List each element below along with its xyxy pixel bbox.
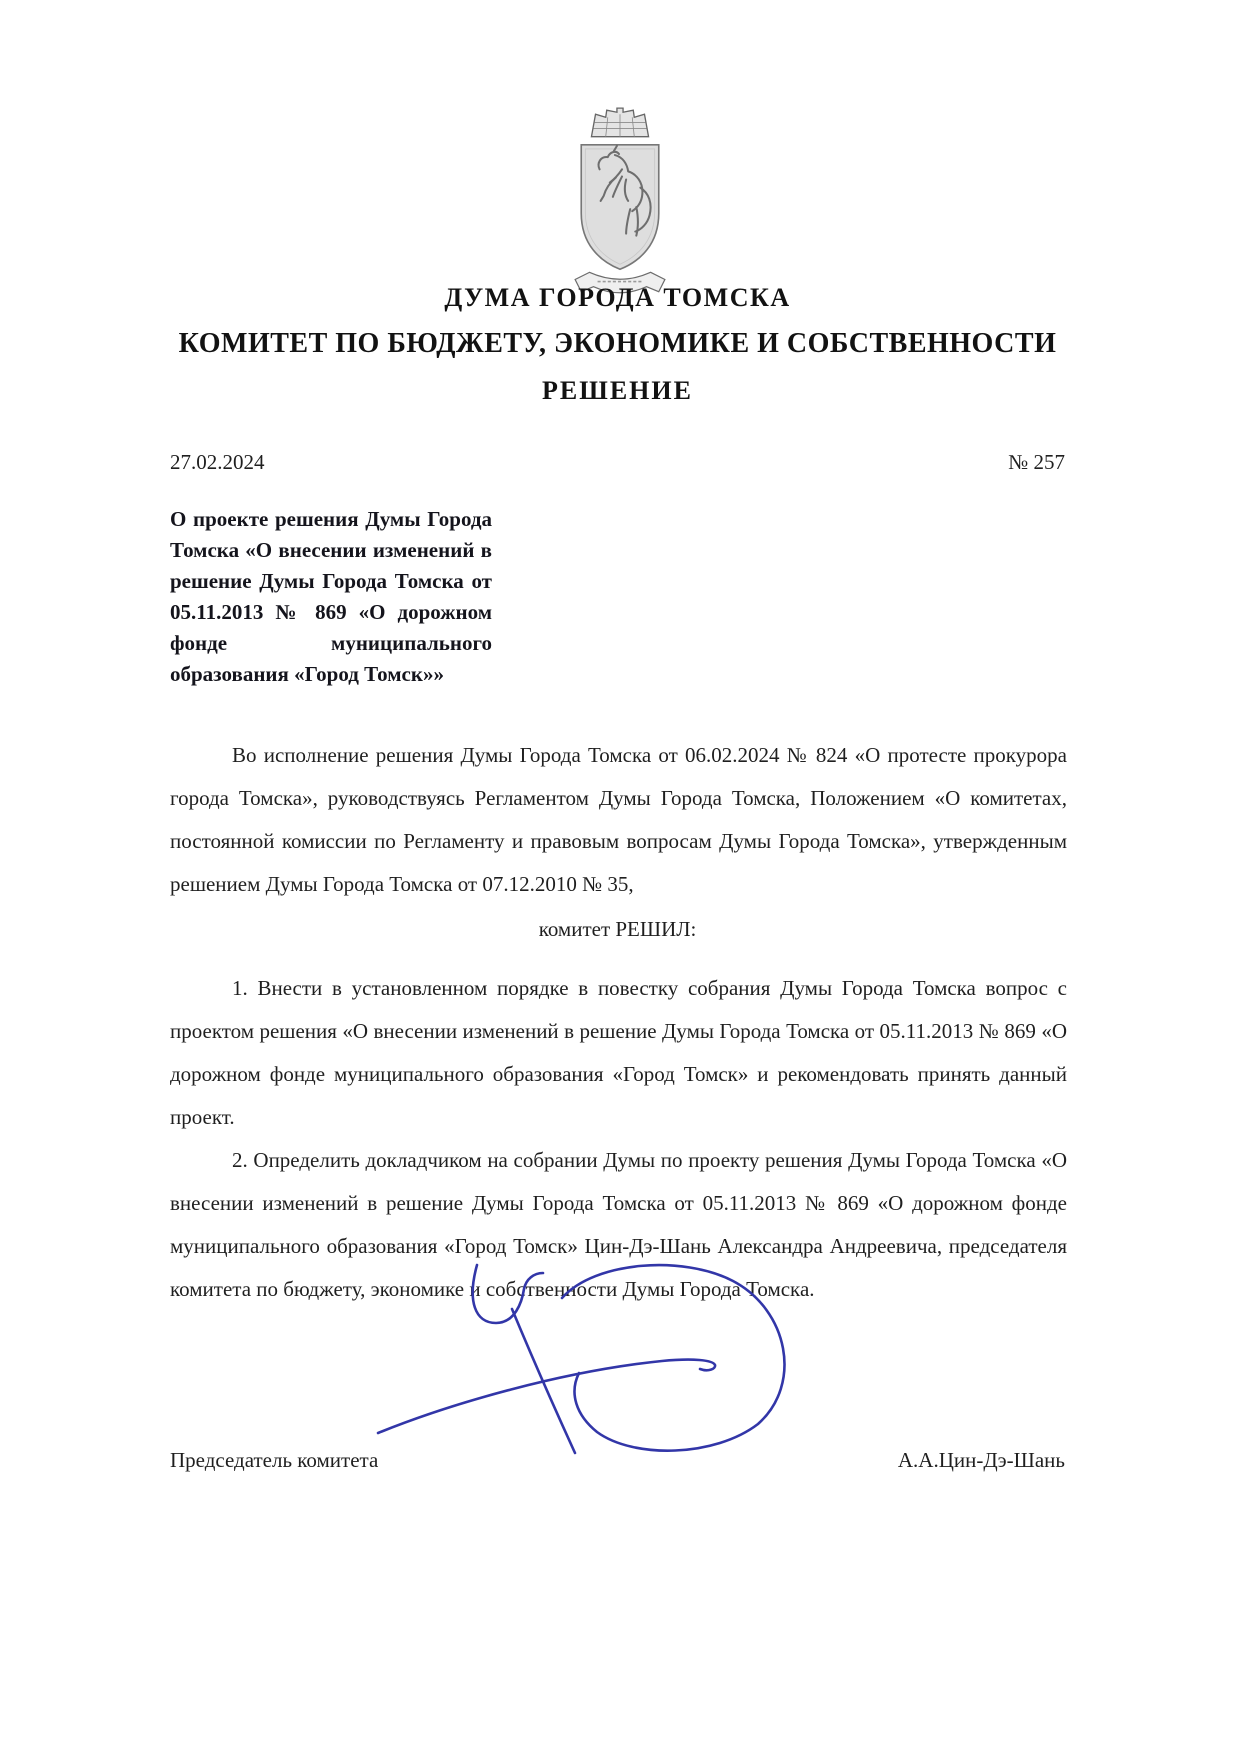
organization-title: ДУМА ГОРОДА ТОМСКА: [444, 283, 791, 312]
committee-title: КОМИТЕТ ПО БЮДЖЕТУ, ЭКОНОМИКЕ И СОБСТВЕННОСТИ: [178, 328, 1057, 359]
signatory-position: Председатель комитета: [170, 1448, 379, 1472]
document-type-title: РЕШЕНИЕ: [542, 376, 693, 405]
subject-block: О проекте решения Думы Города Томска «О внесении изменений в решение Думы Города Томска от 05.11.2013 № 869 «О дорожном фонде муниципального образования «Город Томск»»: [170, 507, 492, 686]
signature-row: [170, 1448, 1065, 1473]
resolution-item-2: 2. Определить докладчиком на собрании Думы по проекту решения Думы Города Томска «О внесении изменений в решение Думы Города Томска от 05.11.2013 № 869 «О дорожном фонде муниципального образования «Город Томск» Цин-Дэ-Шань Александра Андреевича, председателя комитета по бюджету, экономике и собственности Думы Города Томска.: [170, 1148, 1067, 1301]
shield-icon: [581, 145, 659, 269]
document-date: 27.02.2024: [170, 450, 265, 474]
document-number: № 257: [1008, 450, 1065, 474]
preamble-paragraph: [170, 734, 1067, 906]
resolution-heading: комитет РЕШИЛ:: [538, 917, 697, 941]
date-number-line: [170, 450, 1065, 475]
preamble-text: Во исполнение решения Думы Города Томска от 06.02.2024 № 824 «О протесте прокурора города Томска», руководствуясь Регламентом Думы Города Томска, Положением «О комитетах, постоянной комиссии по Регламенту и правовым вопросам Думы Города Томска», утвержденным решением Думы Города Томска от 07.12.2010 № 35,: [170, 743, 1067, 896]
resolution-item-1: 1. Внести в установленном порядке в повестку собрания Думы Города Томска вопрос с проектом решения «О внесении изменений в решение Думы Города Томска от 05.11.2013 № 869 «О дорожном фонде муниципального образования «Город Томск» и рекомендовать принять данный проект.: [170, 976, 1067, 1129]
tomsk-coat-of-arms-icon: [569, 106, 671, 300]
signatory-name: А.А.Цин-Дэ-Шань: [897, 1448, 1065, 1472]
signature-ink: [362, 1253, 827, 1471]
